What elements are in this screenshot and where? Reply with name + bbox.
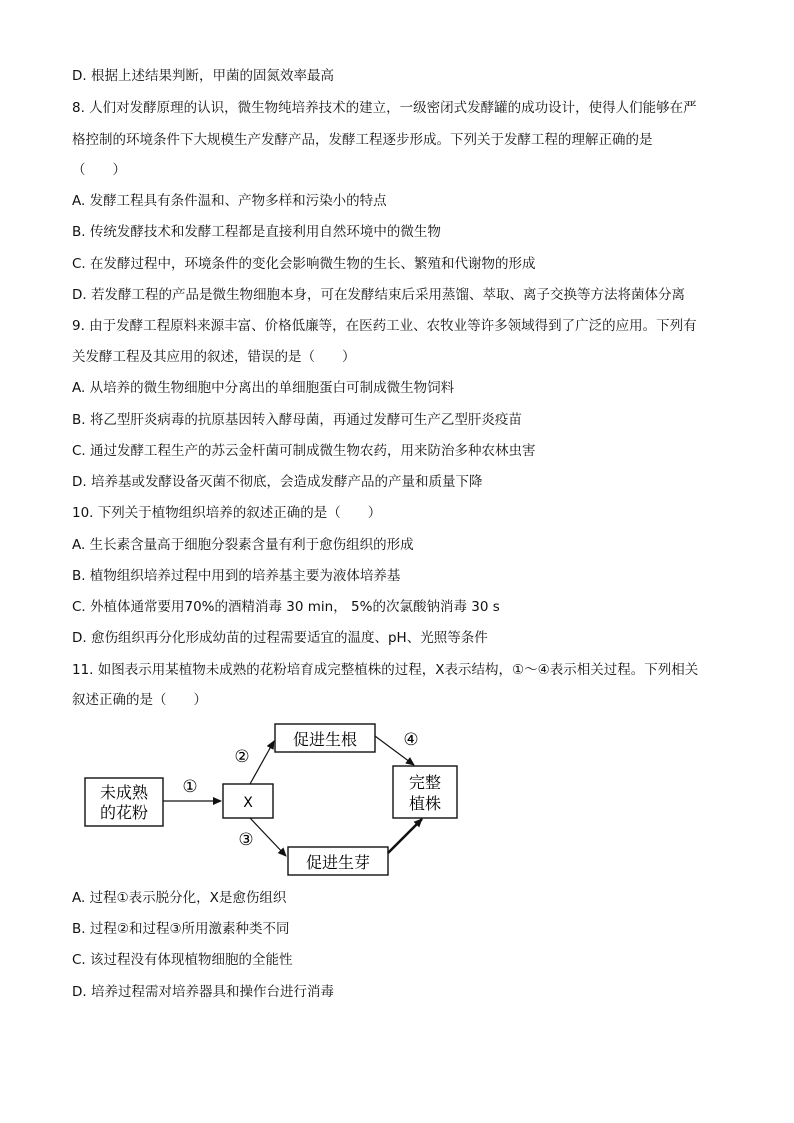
question-9-line-1: 9. 由于发酵工程原料来源丰富、价格低廉等，在医药工业、农牧业等许多领域得到了广泛的应用。下列有 [72, 318, 697, 334]
pollen-label-2: 的花粉 [99, 803, 149, 822]
option-b-q9: B. 将乙型肝炎病毒的抗原基因转入酵母菌，再通过发酵可生产乙型肝炎疫苗 [72, 412, 522, 428]
root-label: 促进生根 [292, 730, 358, 749]
question-11-line-2: 叙述正确的是（ ） [72, 692, 207, 708]
option-d-q9: D. 培养基或发酵设备灭菌不彻底，会造成发酵产品的产量和质量下降 [72, 474, 483, 490]
option-c-q9: C. 通过发酵工程生产的苏云金杆菌可制成微生物农药，用来防治多种农林虫害 [72, 443, 536, 459]
question-10: 10. 下列关于植物组织培养的叙述正确的是（ ） [72, 505, 382, 521]
option-d-q7: D. 根据上述结果判断，甲菌的固氮效率最高 [72, 68, 334, 84]
option-b-q11: B. 过程②和过程③所用激素种类不同 [72, 921, 290, 937]
option-d-q11: D. 培养过程需对培养器具和操作台进行消毒 [72, 984, 334, 1000]
option-b-q8: B. 传统发酵技术和发酵工程都是直接利用自然环境中的微生物 [72, 224, 441, 240]
step-1-label: ① [182, 777, 198, 797]
question-11-line-1: 11. 如图表示用某植物未成熟的花粉培育成完整植株的过程，X表示结构，①～④表示相关过程。下列相关 [72, 662, 699, 678]
tissue-culture-diagram [70, 718, 490, 888]
step-4-label: ④ [403, 730, 419, 750]
option-d-q10: D. 愈伤组织再分化形成幼苗的过程需要适宜的温度、pH、光照等条件 [72, 630, 488, 646]
option-d-q8: D. 若发酵工程的产品是微生物细胞本身，可在发酵结束后采用蒸馏、萃取、离子交换等方法将菌体分离 [72, 287, 685, 303]
arrow-step-2 [250, 741, 274, 784]
question-9-line-2: 关发酵工程及其应用的叙述，错误的是（ ） [72, 349, 356, 365]
step-2-label: ② [234, 747, 250, 767]
question-8-line-1: 8. 人们对发酵原理的认识，微生物纯培养技术的建立，一级密闭式发酵罐的成功设计，使得人们能够在严 [72, 100, 697, 116]
option-a-q8: A. 发酵工程具有条件温和、产物多样和污染小的特点 [72, 193, 387, 209]
question-8-line-2: 格控制的环境条件下大规模生产发酵产品，发酵工程逐步形成。下列关于发酵工程的理解正确的是 [72, 132, 653, 148]
answer-blank-q8: （ ） [72, 162, 126, 178]
arrow-step-3 [250, 818, 286, 856]
option-c-q10: C. 外植体通常要用70%的酒精消毒 30 min， 5%的次氯酸钠消毒 30 s [72, 599, 500, 615]
step-3-label: ③ [238, 830, 254, 850]
pollen-label-1: 未成熟 [99, 783, 149, 802]
option-a-q10: A. 生长素含量高于细胞分裂素含量有利于愈伤组织的形成 [72, 537, 414, 553]
arrow-bud-to-plant [388, 819, 422, 853]
option-c-q11: C. 该过程没有体现植物细胞的全能性 [72, 952, 293, 968]
plant-label-1: 完整 [408, 773, 442, 792]
option-a-q9: A. 从培养的微生物细胞中分离出的单细胞蛋白可制成微生物饲料 [72, 380, 455, 396]
plant-label-2: 植株 [408, 794, 442, 813]
option-c-q8: C. 在发酵过程中，环境条件的变化会影响微生物的生长、繁殖和代谢物的形成 [72, 256, 536, 272]
option-b-q10: B. 植物组织培养过程中用到的培养基主要为液体培养基 [72, 568, 401, 584]
option-a-q11: A. 过程①表示脱分化，X是愈伤组织 [72, 890, 287, 906]
x-label: X [243, 795, 253, 811]
bud-label: 促进生芽 [305, 853, 371, 872]
